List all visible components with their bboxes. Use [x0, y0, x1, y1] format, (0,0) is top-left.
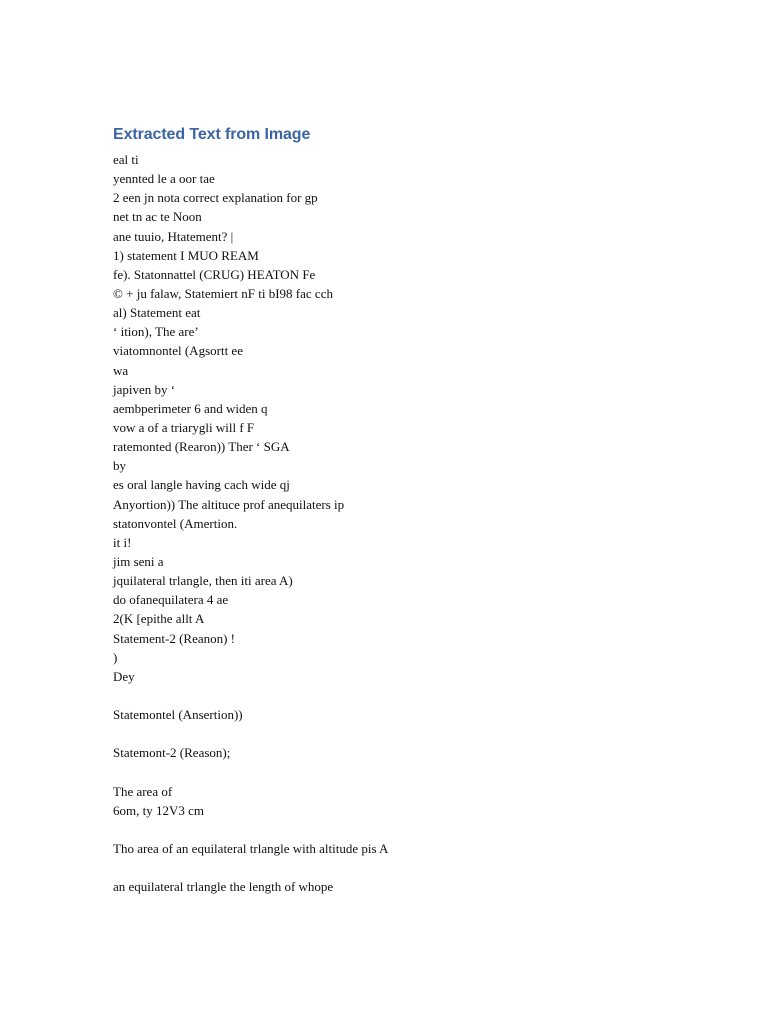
text-line: 6om, ty 12V3 cm — [113, 802, 204, 818]
text-line: jim seni a — [113, 553, 164, 569]
text-line: net tn ac te Noon — [113, 209, 202, 225]
text-line: do ofanequilatera 4 ae — [113, 592, 229, 608]
text-line: ane tuuio, Htatement? | — [113, 228, 234, 244]
text-line: Dey — [113, 668, 135, 684]
text-line: Statemontel (Ansertion)) — [113, 707, 243, 723]
text-line: wa — [113, 362, 129, 378]
text-line: The area of — [113, 783, 173, 799]
document-body — [113, 124, 673, 896]
text-line: Statemont-2 (Reason); — [113, 745, 231, 761]
text-line: japiven by ‘ — [113, 381, 176, 397]
text-line: viatomnontel (Agsortt ee — [113, 343, 243, 359]
text-line: an equilateral trlangle the length of whope — [113, 879, 334, 895]
text-line: al) Statement eat — [113, 305, 201, 321]
text-line: fe). Statonnattel (CRUG) HEATON Fe — [113, 266, 316, 282]
text-line: aembperimeter 6 and widen q — [113, 400, 268, 416]
text-line: Tho area of an equilateral trlangle with altitude pis A — [113, 841, 389, 857]
text-line: ratemonted (Rearon)) Ther ‘ SGA — [113, 439, 290, 455]
text-line: es oral langle having cach wide qj — [113, 477, 290, 493]
text-line: Statement-2 (Reanon) ! — [113, 630, 236, 646]
extracted-text-lines — [113, 150, 673, 896]
text-line: by — [113, 458, 126, 474]
blank-line — [113, 763, 673, 782]
text-line: 1) statement I MUO REAM — [113, 247, 259, 263]
text-line: ‘ ition), The are’ — [113, 324, 199, 340]
text-line: statonvontel (Amertion. — [113, 515, 238, 531]
blank-line — [113, 858, 673, 877]
text-line: vow a of a triarygli will f F — [113, 419, 255, 435]
blank-line — [113, 686, 673, 705]
text-line: © + ju falaw, Statemiert nF ti bI98 fac cch — [113, 285, 333, 301]
text-line: eal ti — [113, 152, 139, 167]
text-line: ) — [113, 649, 118, 665]
text-line: it i! — [113, 534, 132, 550]
text-line: Anyortion)) The altituce prof anequilaters ip — [113, 496, 345, 512]
document-title: Extracted Text from Image — [113, 126, 311, 143]
blank-line — [113, 820, 673, 839]
text-line: 2 een jn nota correct explanation for gp — [113, 190, 318, 206]
blank-line — [113, 724, 673, 743]
text-line: yennted le a oor tae — [113, 171, 215, 187]
text-line: jquilateral trlangle, then iti area A) — [113, 573, 293, 589]
text-line: 2(K [epithe allt A — [113, 611, 205, 627]
